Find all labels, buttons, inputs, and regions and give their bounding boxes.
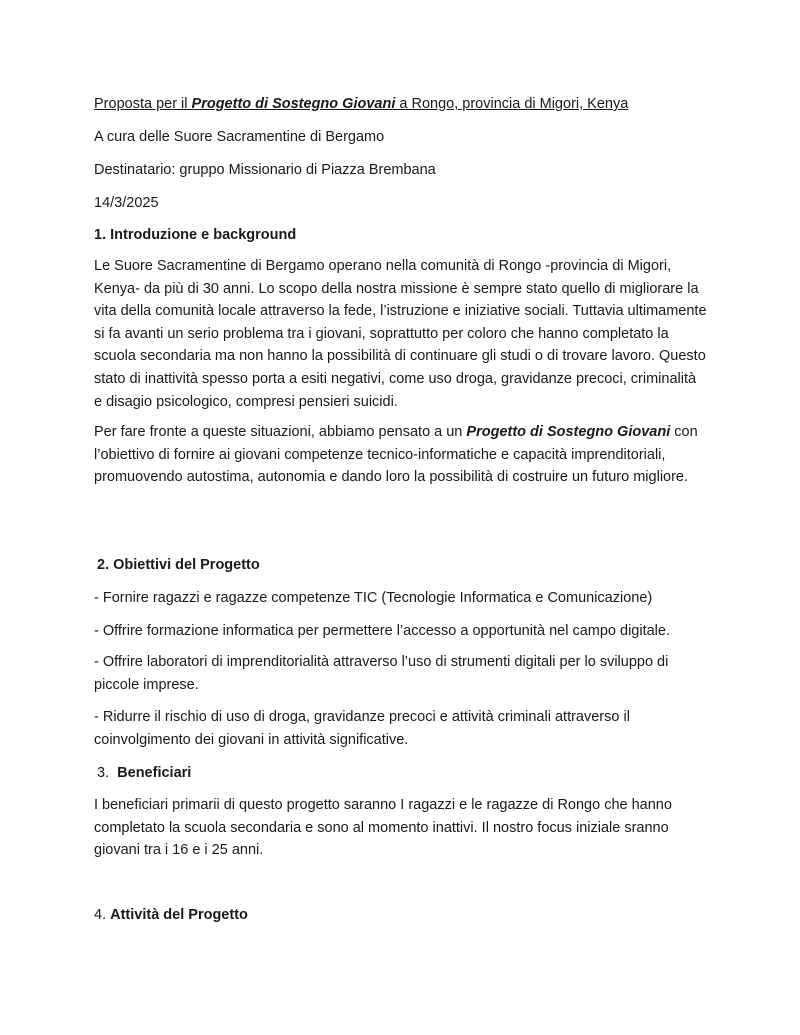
section-3-heading	[97, 762, 191, 784]
objective-item: - Fornire ragazzi e ragazze competenze TIC (Tecnologie Informatica e Comunicazione)	[94, 590, 653, 606]
section-1-heading: 1. Introduzione e background	[94, 227, 297, 243]
para-2-project-name: Progetto di Sostegno Giovani	[466, 424, 671, 440]
document-date: 14/3/2025	[94, 195, 159, 211]
curated-by: A cura delle Suore Sacramentine di Bergamo	[94, 129, 385, 145]
recipient: Destinatario: gruppo Missionario di Piazza Brembana	[94, 162, 436, 178]
section-1-paragraph-1: Le Suore Sacramentine di Bergamo operano nella comunità di Rongo -provincia di Migori, Kenya- da più di 30 anni. Lo scopo della nostra missione è sempre stato quello di migliorare la vita della comunità locale attraverso la fede, l’istruzione e iniziative sociali. Tuttavia ultimamente si fa avanti un serio problema tra i giovani, soprattutto per coloro che hanno completato la scuola secondaria ma non hanno la possibilità di continuare gli studi o di trovare lavoro. Questo stato di inattività spesso porta a esiti negativi, come uso droga, gravidanze precoci, criminalità e disagio psicologico, compresi pensieri suicidi.	[94, 258, 707, 410]
document-title	[94, 93, 628, 115]
title-project-name: Progetto di Sostegno Giovani	[191, 96, 396, 112]
section-2-heading: 2. Obiettivi del Progetto	[97, 557, 260, 573]
section-4-heading	[94, 904, 248, 926]
title-suffix: a Rongo, provincia di Migori, Kenya	[395, 96, 629, 112]
section-4-title: Attività del Progetto	[110, 907, 248, 923]
para-2-suffix: con l’obiettivo di fornire ai giovani competenze tecnico-informatiche e capacità imprenditoriali, promuovendo autostima, autonomia e dando loro la possibilità di costruire un futuro migliore.	[94, 424, 698, 486]
objective-item: - Offrire formazione informatica per permettere l’accesso a opportunità nel campo digitale.	[94, 623, 670, 639]
objective-item: - Ridurre il rischio di uso di droga, gravidanze precoci e attività criminali attraverso il coinvolgimento dei giovani in attività significative.	[94, 709, 630, 748]
para-2-prefix: Per fare fronte a queste situazioni, abbiamo pensato a un	[94, 424, 467, 440]
section-3-paragraph: I beneficiari primarii di questo progetto saranno I ragazzi e le ragazze di Rongo che hanno completato la scuola secondaria e sono al momento inattivi. Il nostro focus iniziale sranno giovani tra i 16 e i 25 anni.	[94, 797, 672, 859]
title-prefix: Proposta per il	[94, 96, 192, 112]
objective-item: - Offrire laboratori di imprenditorialità attraverso l’uso di strumenti digitali per lo sviluppo di piccole imprese.	[94, 654, 669, 693]
section-3-number: 3.	[97, 765, 110, 781]
section-3-title: Beneficiari	[117, 765, 192, 781]
section-4-number: 4.	[94, 907, 107, 923]
section-1-paragraph-2	[94, 421, 708, 489]
